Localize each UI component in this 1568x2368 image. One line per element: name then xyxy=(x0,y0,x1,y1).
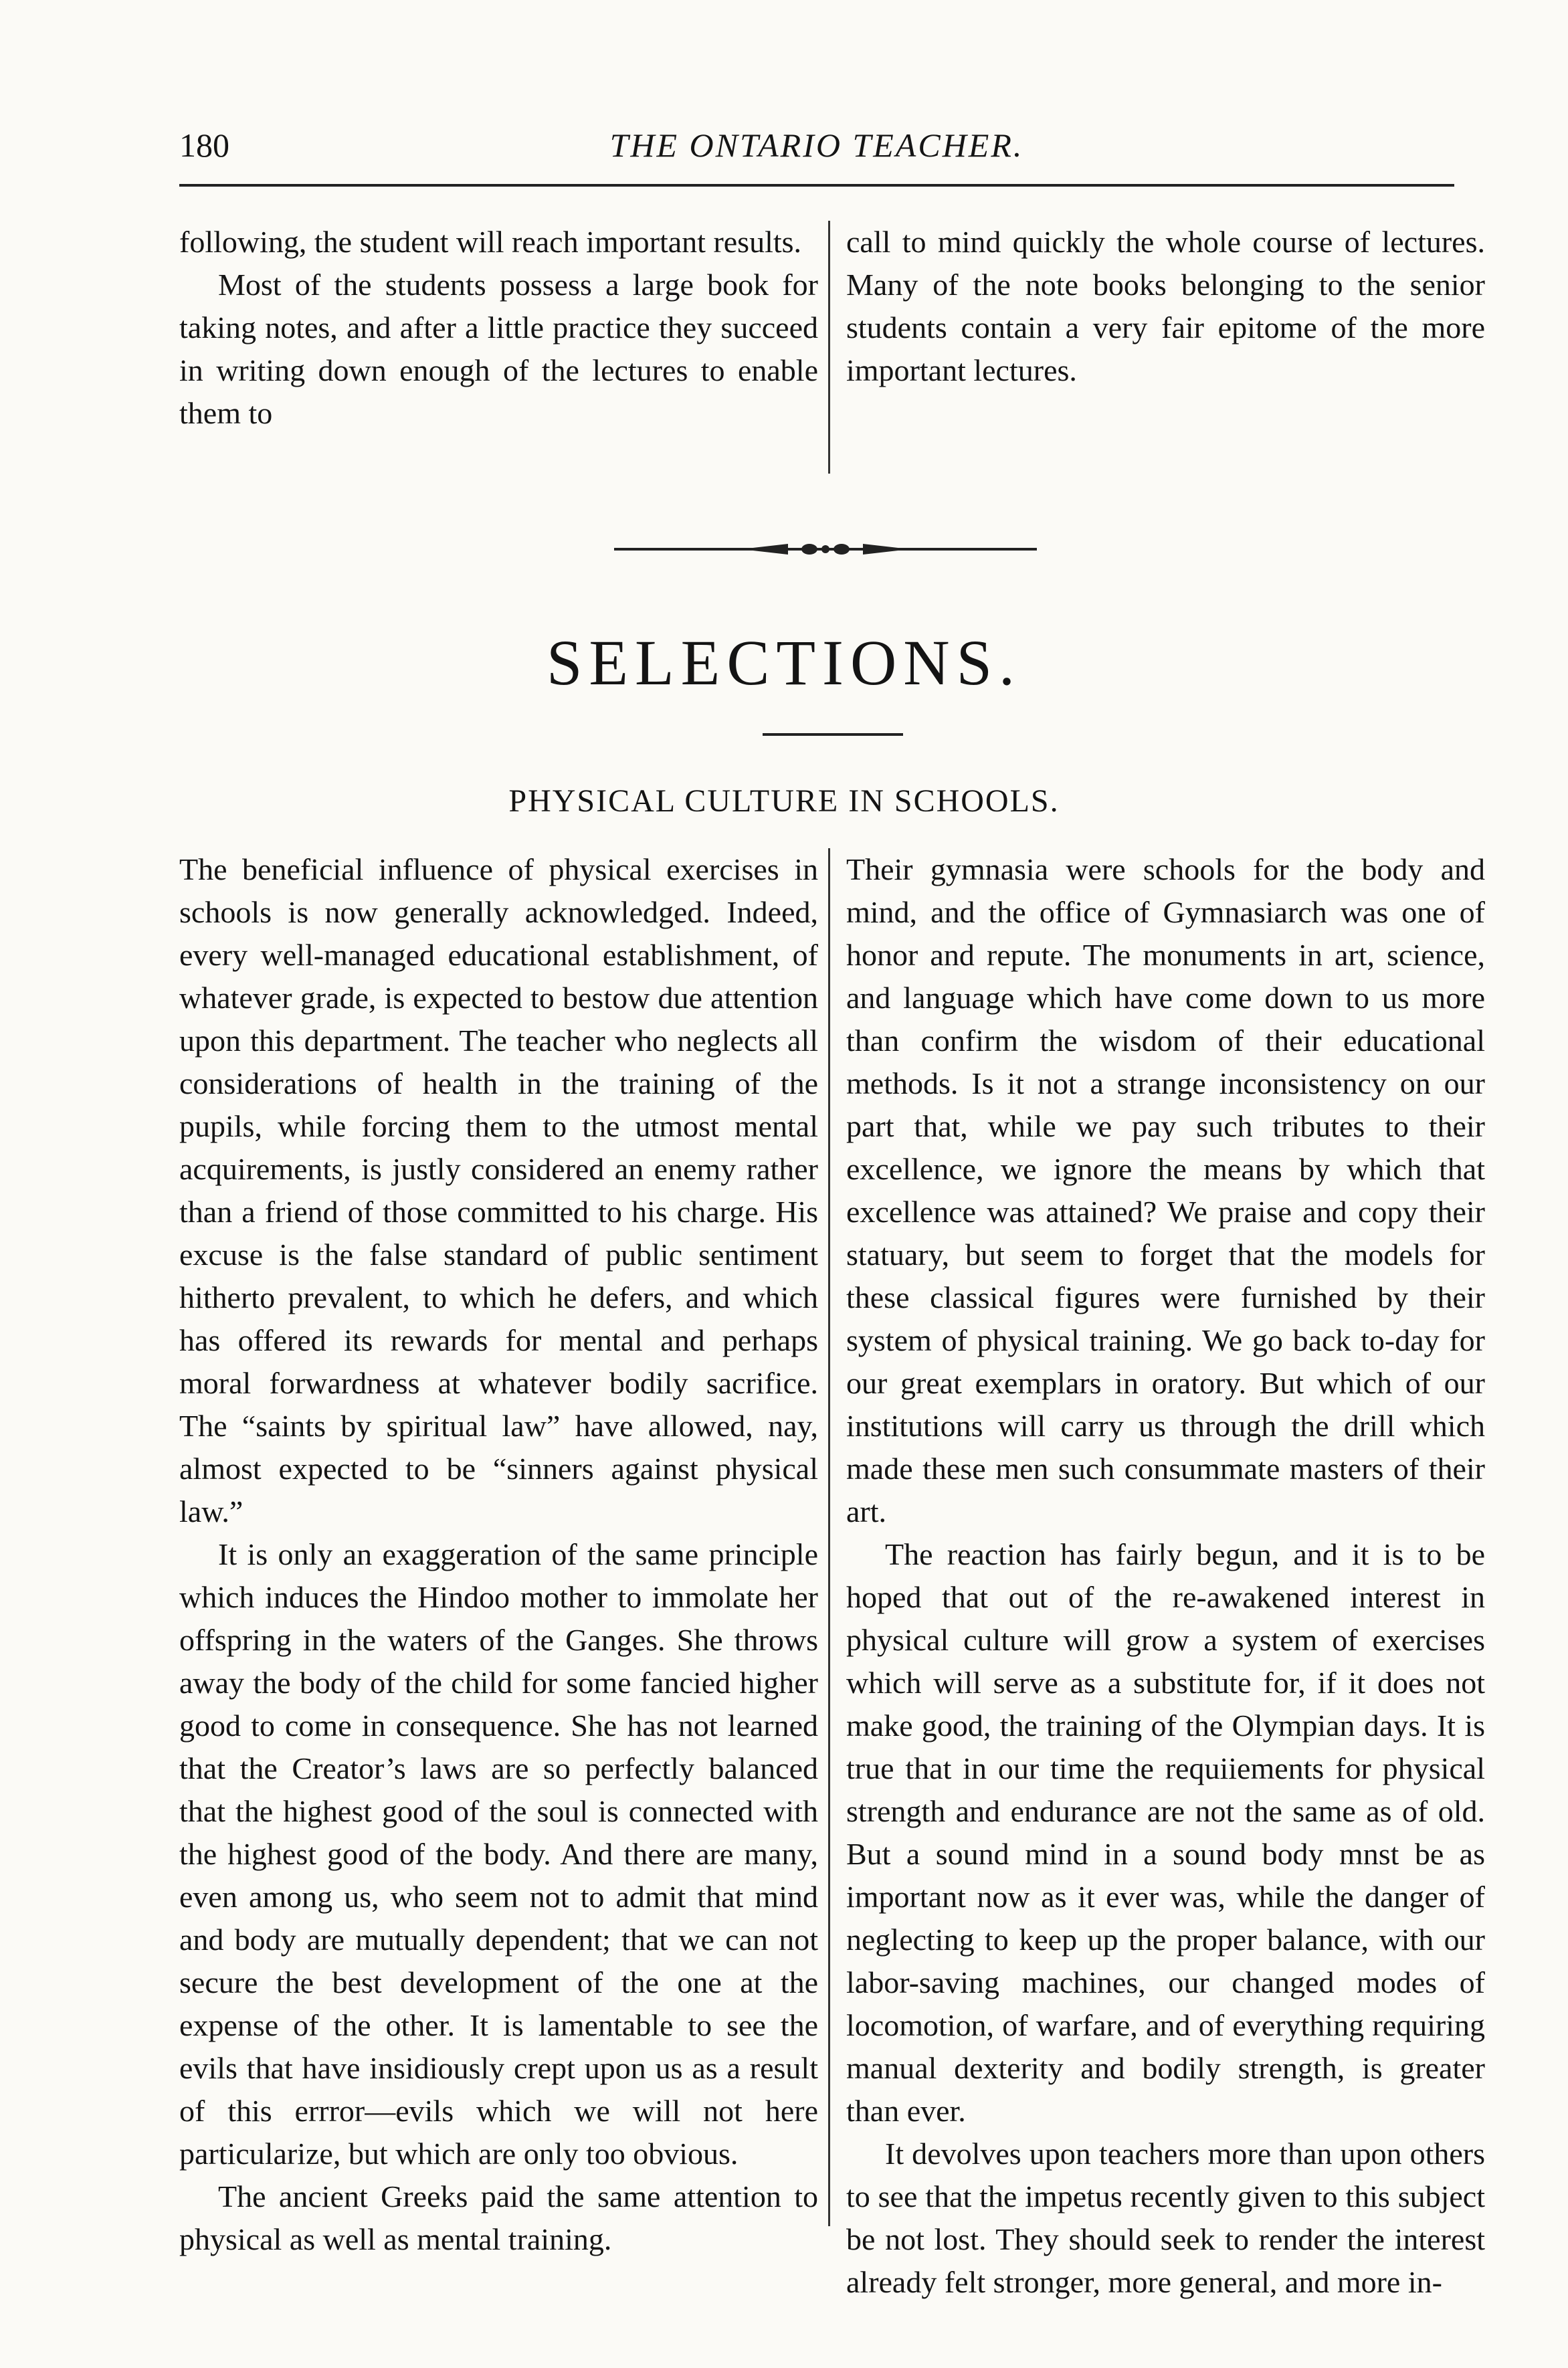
header-rule xyxy=(179,184,1454,187)
paragraph: following, the student will reach important results. xyxy=(179,225,802,259)
paragraph: The beneficial influence of physical exercises in schools is now generally acknowledged. Indeed, every well-managed educational establishment, of whatever grade, is expected to bestow due attention upon this department. The teacher who neglects all considerations of health in the training of the pupils, while forcing them to the utmost mental acquirements, is justly considered an enemy rather than a friend of those committed to his charge. His excuse is the false standard of public sentiment hitherto prevalent, to which he defers, and which has offered its rewards for mental and perhaps moral forwardness at whatever bodily sacrifice. The “saints by spiritual law” have allowed, nay, almost expected to be “sinners against physical law.” xyxy=(179,852,818,1528)
paragraph: Most of the students possess a large book for taking notes, and after a little practice they succeed in writing down enough of the lectures to enable them to xyxy=(179,268,818,430)
article-left-column xyxy=(179,848,818,2261)
column-divider xyxy=(828,848,830,2226)
paragraph: It devolves upon teachers more than upon others to see that the impetus recently given to this subject be not lost. They should seek to render the interest already felt stronger, more general, and more in- xyxy=(846,2137,1485,2299)
page-number: 180 xyxy=(179,126,229,164)
section-title: SELECTIONS. xyxy=(547,627,1021,698)
paragraph: Their gymnasia were schools for the body and mind, and the office of Gymnasiarch was one of honor and repute. The monuments in art, science, and language which have come down to us more than confirm the wisdom of their educational methods. Is it not a strange inconsistency on our part that, while we pay such tributes to their excellence, we ignore the means by which that excellence was attained? We praise and copy their statuary, but seem to forget that the models for these classical figures were furnished by their system of physical training. We go back to-day for our great exemplars in oratory. But which of our institutions will carry us through the drill which made these men such consummate masters of their art. xyxy=(846,852,1485,1528)
paragraph: The reaction has fairly begun, and it is to be hoped that out of the re-awakened interest in physical culture will grow a system of exercises which will serve as a substitute for, if it does not make good, the training of the Olympian days. It is true that in our time the requiiements for physical strength and endurance are not the same as of old. But a sound mind in a sound body mnst be as important now as it ever was, while the danger of neglecting to keep up the proper balance, with our labor-saving machines, our changed modes of locomotion, of warfare, and of everything requiring manual dexterity and bodily strength, is greater than ever. xyxy=(846,1537,1485,2128)
article-title: PHYSICAL CULTURE IN SCHOOLS. xyxy=(508,783,1060,819)
ornamental-divider xyxy=(614,539,1037,559)
paragraph: It is only an exaggeration of the same principle which induces the Hindoo mother to immolate her offspring in the waters of the Ganges. She throws away the body of the child for some fancied higher good to come in consequence. She has not learned that the Creator’s laws are so perfectly balanced that the highest good of the soul is connected with the highest good of the body. And there are many, even among us, who seem not to admit that mind and body are mutually dependent; that we can not secure the best development of the one at the expense of the other. It is lamentable to see the evils that have insidiously crept upon us as a result of this errror—evils which we will not here particularize, but which are only too obvious. xyxy=(179,1537,818,2171)
paragraph: call to mind quickly the whole course of lectures. Many of the note books belonging to the senior students contain a very fair epitome of the more important lectures. xyxy=(846,225,1485,387)
column-divider xyxy=(828,221,830,474)
section-rule xyxy=(763,733,903,736)
continued-right-column xyxy=(846,221,1485,392)
journal-title: THE ONTARIO TEACHER. xyxy=(609,126,1024,164)
running-header xyxy=(179,126,1454,173)
paragraph: The ancient Greeks paid the same attention to physical as well as mental training. xyxy=(179,2179,818,2256)
continued-left-column xyxy=(179,221,818,435)
article-right-column xyxy=(846,848,1485,2304)
